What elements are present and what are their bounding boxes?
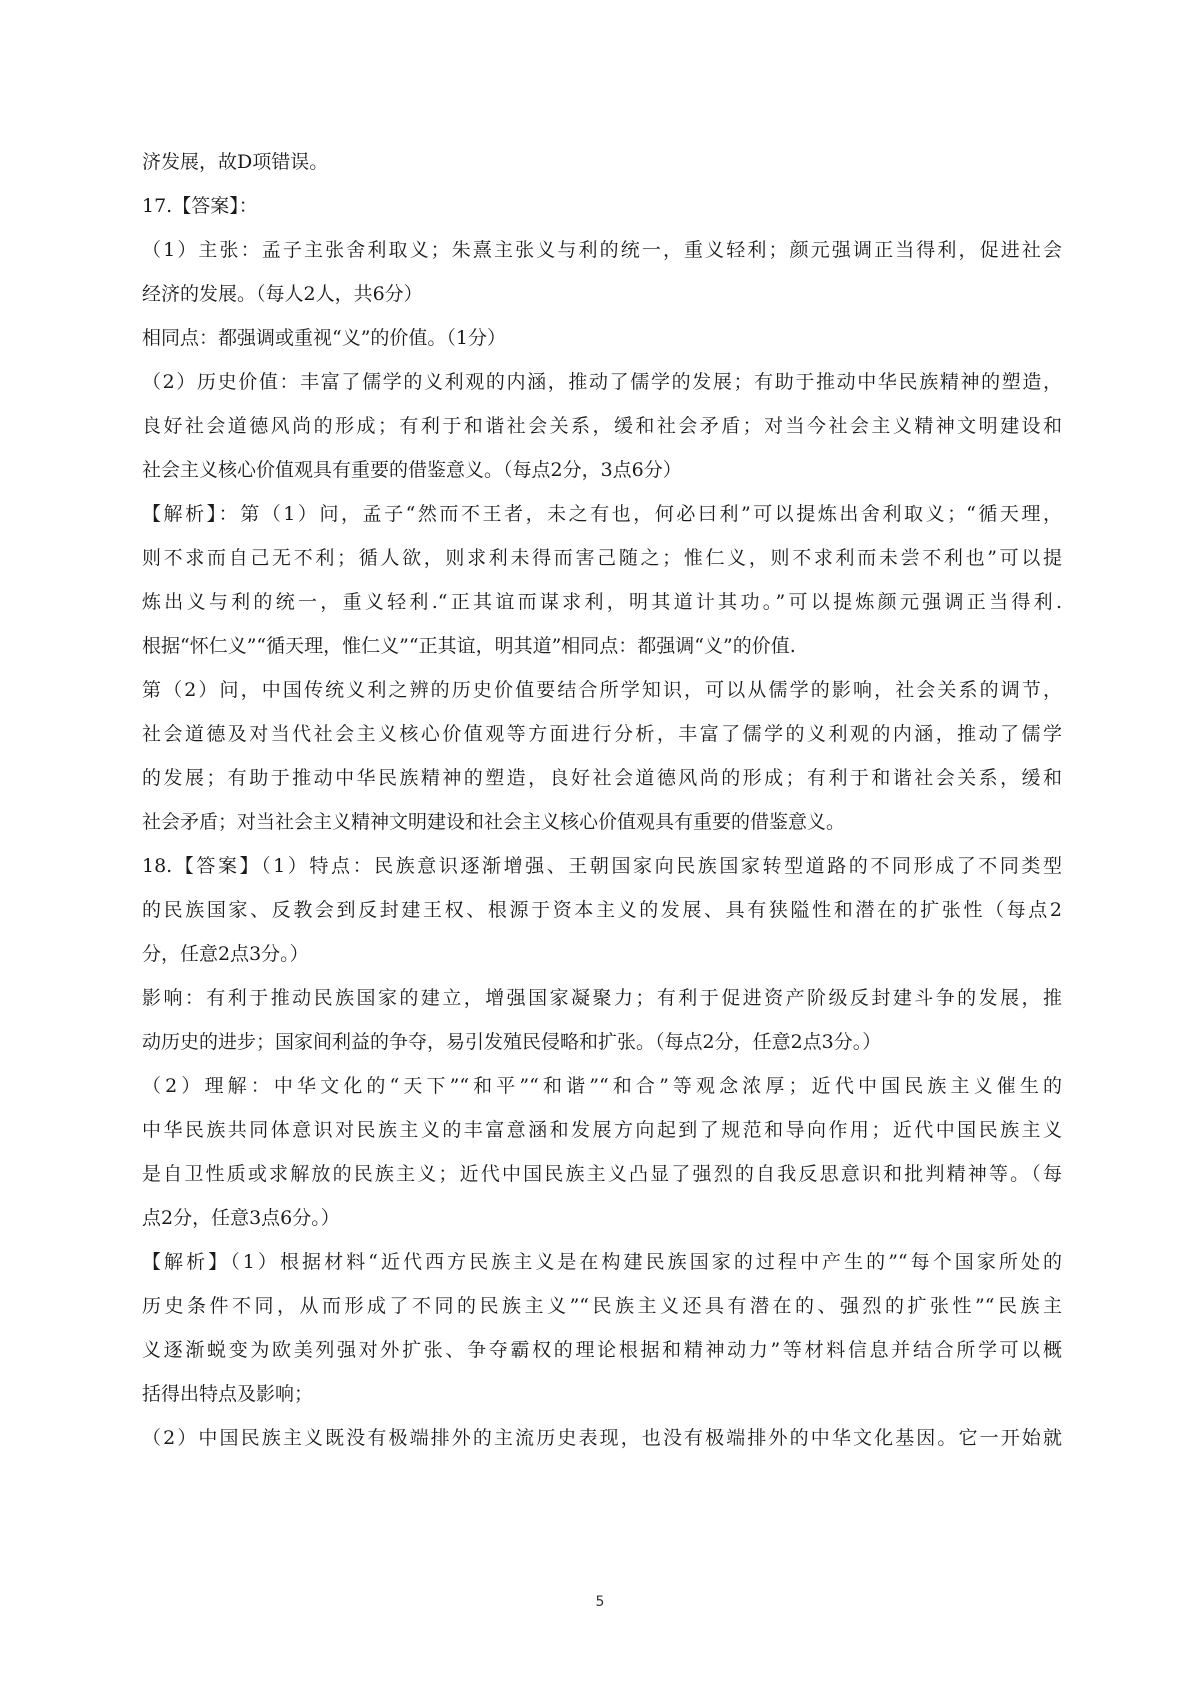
text-line: 则不求而自己无不利；循人欲，则求利未得而害己随之；惟仁义，则不求利而未尝不利也”可以提 — [142, 547, 1062, 569]
text-line: 良好社会道德风尚的形成；有利于和谐社会关系，缓和社会矛盾；对当今社会主义精神文明建设和 — [142, 415, 1062, 437]
answer-text-block — [142, 140, 1062, 1460]
text-line: （2）理解：中华文化的“天下”“和平”“和谐”“和合”等观念浓厚；近代中国民族主义催生的 — [142, 1075, 1062, 1097]
text-line: （2）中国民族主义既没有极端排外的主流历史表现，也没有极端排外的中华文化基因。它一开始就 — [142, 1427, 1062, 1449]
text-line: 的民族国家、反教会到反封建王权、根源于资本主义的发展、具有狭隘性和潜在的扩张性（每点2 — [142, 899, 1062, 921]
text-line: 社会道德及对当代社会主义核心价值观等方面进行分析，丰富了儒学的义利观的内涵，推动了儒学 — [142, 723, 1062, 745]
text-line: 点2分，任意3点6分。） — [142, 1207, 340, 1229]
text-line: 第（2）问，中国传统义利之辨的历史价值要结合所学知识，可以从儒学的影响，社会关系的调节， — [142, 679, 1062, 701]
text-line: 括得出特点及影响； — [142, 1383, 314, 1405]
text-line: 是自卫性质或求解放的民族主义；近代中国民族主义凸显了强烈的自我反思意识和批判精神等。（每 — [142, 1163, 1062, 1185]
text-line: （1）主张：孟子主张舍利取义；朱熹主张义与利的统一，重义轻利；颜元强调正当得利，促进社会 — [142, 239, 1062, 261]
text-line: 炼出义与利的统一，重义轻利.“正其谊而谋求利，明其道计其功。”可以提炼颜元强调正当得利. — [142, 591, 1062, 613]
text-line: 经济的发展。（每人2人，共6分） — [142, 283, 423, 305]
page-number: 5 — [595, 1594, 605, 1610]
text-line: （2）历史价值：丰富了儒学的义利观的内涵，推动了儒学的发展；有助于推动中华民族精神的塑造， — [142, 371, 1062, 393]
text-line: 义逐渐蜕变为欧美列强对外扩张、争夺霸权的理论根据和精神动力”等材料信息并结合所学可以概 — [142, 1339, 1062, 1361]
analysis-heading-18: 【解析】（1）根据材料“近代西方民族主义是在构建民族国家的过程中产生的”“每个国家所处的 — [142, 1251, 1062, 1273]
text-line: 社会矛盾；对当社会主义精神文明建设和社会主义核心价值观具有重要的借鉴意义。 — [142, 811, 846, 833]
text-line: 历史条件不同，从而形成了不同的民族主义”“民族主义还具有潜在的、强烈的扩张性”“民族主 — [142, 1295, 1062, 1317]
text-line: 的发展；有助于推动中华民族精神的塑造，良好社会道德风尚的形成；有利于和谐社会关系，缓和 — [142, 767, 1062, 789]
text-line: 济发展，故D项错误。 — [142, 151, 329, 173]
text-line: 根据“怀仁义”“循天理，惟仁义”“正其谊，明其道”相同点：都强调“义”的价值. — [142, 635, 796, 657]
question-18-answer-heading: 18.【答案】（1）特点：民族意识逐渐增强、王朝国家向民族国家转型道路的不同形成了不同类型 — [142, 855, 1062, 877]
question-17-answer-heading: 17.【答案】： — [142, 195, 258, 217]
text-line: 社会主义核心价值观具有重要的借鉴意义。（每点2分，3点6分） — [142, 459, 682, 481]
text-line: 分，任意2点3分。） — [142, 943, 309, 965]
text-line: 中华民族共同体意识对民族主义的丰富意涵和发展方向起到了规范和导向作用；近代中国民族主义 — [142, 1119, 1062, 1141]
analysis-heading-17: 【解析】：第（1）问，孟子“然而不王者，未之有也，何必曰利”可以提炼出舍利取义；“循天理， — [142, 503, 1062, 525]
text-line: 相同点：都强调或重视“义”的价值。（1分） — [142, 327, 507, 349]
text-line: 动历史的进步；国家间利益的争夺，易引发殖民侵略和扩张。（每点2分，任意2点3分。） — [142, 1031, 882, 1053]
text-line: 影响：有利于推动民族国家的建立，增强国家凝聚力；有利于促进资产阶级反封建斗争的发展，推 — [142, 987, 1062, 1009]
